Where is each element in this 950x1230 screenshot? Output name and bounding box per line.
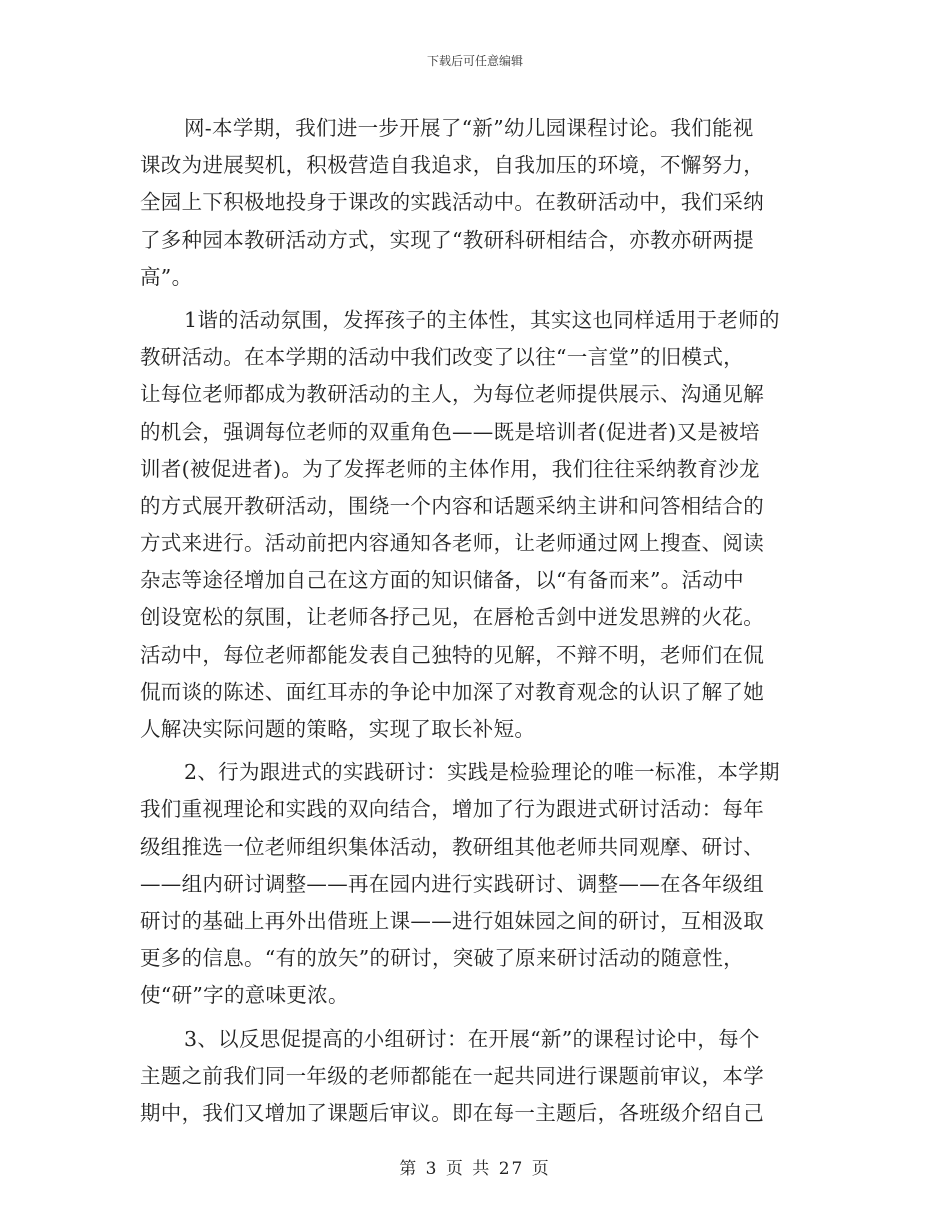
paragraph-line: 了多种园本教研活动方式，实现了“教研科研相结合，亦教亦研两提	[140, 227, 754, 252]
paragraph-line: 教研活动。在本学期的活动中我们改变了以往“一言堂”的旧模式，	[140, 345, 744, 370]
paragraph-line: 网-本学期，我们进一步开展了“新”幼儿园课程讨论。我们能视	[184, 116, 754, 140]
paragraph-line: 级组推选一位老师组织集体活动，教研组其他老师共同观摩、研讨、	[140, 834, 764, 859]
paragraph-line: 的机会，强调每位老师的双重角色——既是培训者(促进者)又是被培	[140, 419, 760, 444]
paragraph-line: 2、行为跟进式的实践研讨：实践是检验理论的唯一标准，本学期	[184, 760, 780, 785]
paragraph-line: ——组内研讨调整——再在园内进行实践研讨、调整——在各年级组	[140, 871, 764, 896]
document-body	[140, 110, 820, 1132]
paragraph-line: 更多的信息。“有的放矢”的研讨，突破了原来研讨活动的随意性，	[140, 946, 744, 971]
paragraph-line: 使“研”字的意味更浓。	[140, 983, 349, 1008]
paragraph-line: 训者(被促进者)。为了发挥老师的主体作用，我们往往采纳教育沙龙	[140, 456, 760, 481]
paragraph-line: 1谐的活动氛围，发挥孩子的主体性，其实这也同样适用于老师的	[184, 307, 780, 332]
paragraph-line: 课改为进展契机，积极营造自我追求，自我加压的环境，不懈努力，	[140, 153, 764, 178]
paragraph-line: 人解决实际问题的策略，实现了取长补短。	[140, 717, 536, 741]
paragraph-line: 研讨的基础上再外出借班上课——进行姐妹园之间的研讨，互相汲取	[140, 908, 764, 933]
paragraph-line: 侃而谈的陈述、面红耳赤的争论中加深了对教育观念的认识了解了她	[140, 679, 764, 704]
paragraph-line: 活动中，每位老师都能发表自己独特的见解，不辩不明，老师们在侃	[140, 642, 764, 667]
paragraph-line: 方式来进行。活动前把内容通知各老师，让老师通过网上搜查、阅读	[140, 531, 764, 556]
paragraph-line: 主题之前我们同一年级的老师都能在一起共同进行课题前审议，本学	[140, 1063, 764, 1088]
paragraph-line: 期中，我们又增加了课题后审议。即在每一主题后，各班级介绍自己	[140, 1100, 764, 1125]
paragraph-line: 高”。	[140, 264, 193, 289]
paragraph-line: 3、以反思促提高的小组研讨：在开展“新”的课程讨论中，每个	[184, 1026, 760, 1051]
paragraph-line: 我们重视理论和实践的双向结合，增加了行为跟进式研讨活动：每年	[140, 797, 764, 822]
paragraph-line: 创设宽松的氛围，让老师各抒己见，在唇枪舌剑中迸发思辨的火花。	[140, 605, 764, 630]
paragraph-line: 全园上下积极地投身于课改的实践活动中。在教研活动中，我们采纳	[140, 190, 764, 215]
paragraph-line: 的方式展开教研活动，围绕一个内容和话题采纳主讲和问答相结合的	[140, 493, 764, 518]
paragraph-line: 让每位老师都成为教研活动的主人，为每位老师提供展示、沟通见解	[140, 382, 764, 407]
paragraph-line: 杂志等途径增加自己在这方面的知识储备，以“有备而来”。活动中	[140, 568, 744, 593]
page-header: 下载后可任意编辑	[426, 54, 523, 68]
page-number-footer: 第 3 页 共 27 页	[399, 1159, 551, 1179]
